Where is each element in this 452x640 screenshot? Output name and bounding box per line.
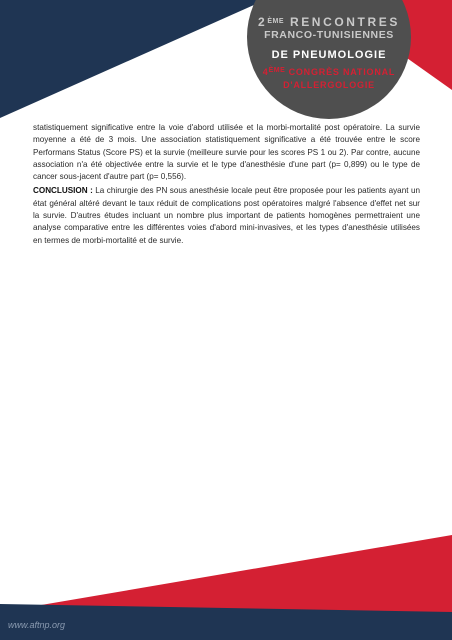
badge-subtitle-line-1: 4ÈME CONGRÈS NATIONAL bbox=[262, 67, 396, 77]
badge-title-line-2: FRANCO-TUNISIENNES bbox=[264, 29, 394, 41]
conclusion-text: La chirurgie des PN sous anesthésie locale peut être proposée pour les patients ayant un état général altéré devant le taux réduit de complications post opératoires malgré l'absence d'effet net sur la survie. D'autres études incluant un nombre plus important de patients homogènes permettraient une analyse comparative entre les différentes voies d'abord mini-invasives, et les types d'anesthésie utilisées en termes de morbi-mortalité et de survie. bbox=[33, 186, 420, 245]
results-paragraph: statistiquement significative entre la voie d'abord utilisée et la morbi-mortalité post opératoire. La survie moyenne a été de 3 mois. Une association statistiquement significative a été trouvée entre le score Performans Status (Score PS) et la survie (meilleure survie pour les scores PS 1 ou 2). Par contre, aucune association n'a été objectivée entre la survie et le type d'anesthésie d'une part (p= 0,899) ou le type de cancer sous-jacent d'autre part (p= 0,556). bbox=[33, 123, 420, 182]
badge-subtitle-line-2: D'ALLERGOLOGIE bbox=[283, 80, 375, 90]
badge-title-line-3: DE PNEUMOLOGIE bbox=[271, 49, 387, 61]
badge-title-line-1: 2ÈME RENCONTRES bbox=[258, 15, 400, 29]
conclusion-label: CONCLUSION : bbox=[33, 186, 93, 196]
website-url[interactable]: www.aftnp.org bbox=[8, 620, 66, 630]
